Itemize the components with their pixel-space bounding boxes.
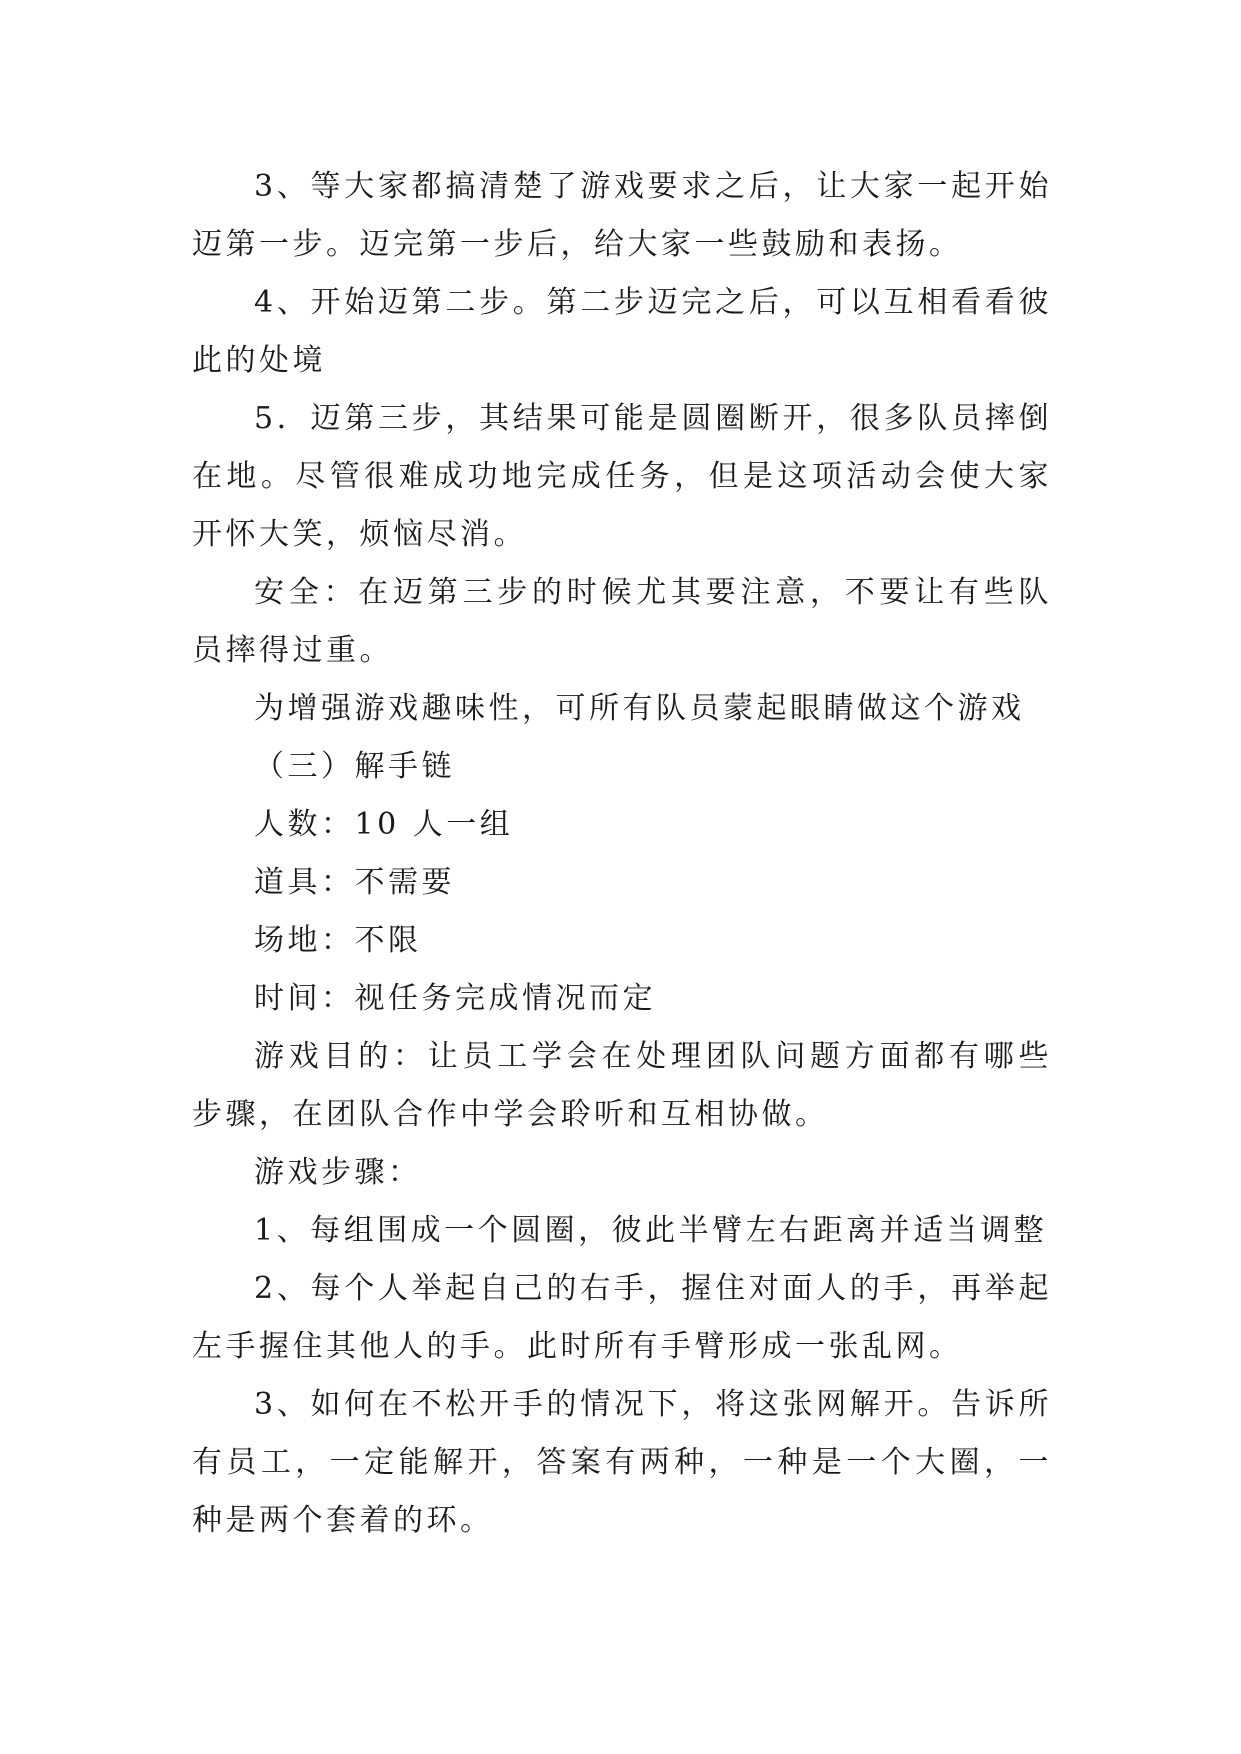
paragraph-people-count: 人数：10 人一组 (254, 807, 514, 842)
paragraph-steps-heading: 游戏步骤： (254, 1155, 422, 1190)
section-heading: （三）解手链 (254, 749, 455, 784)
document-body (192, 158, 1052, 1550)
paragraph-props: 道具：不需要 (254, 865, 455, 900)
paragraph-venue: 场地：不限 (254, 923, 422, 958)
paragraph-game-step3: 3、如何在不松开手的情况下，将这张网解开。告诉所有员工，一定能解开，答案有两种，一种是一个大圈，一种是两个套着的环。 (192, 1387, 1052, 1538)
paragraph-game-step2: 2、每个人举起自己的右手，握住对面人的手，再举起左手握住其他人的手。此时所有手臂形成一张乱网。 (192, 1271, 1052, 1364)
paragraph-safety: 安全：在迈第三步的时候尤其要注意，不要让有些队员摔得过重。 (192, 575, 1052, 668)
paragraph-step3: 3、等大家都搞清楚了游戏要求之后，让大家一起开始迈第一步。迈完第一步后，给大家一些鼓励和表扬。 (192, 169, 1052, 262)
paragraph-purpose: 游戏目的：让员工学会在处理团队问题方面都有哪些步骤，在团队合作中学会聆听和互相协做。 (192, 1039, 1052, 1132)
paragraph-step5: 5．迈第三步，其结果可能是圆圈断开，很多队员摔倒在地。尽管很难成功地完成任务，但是这项活动会使大家开怀大笑，烦恼尽消。 (192, 401, 1052, 552)
paragraph-game-step1: 1、每组围成一个圆圈，彼此半臂左右距离并适当调整 (254, 1213, 1048, 1248)
paragraph-step4: 4、开始迈第二步。第二步迈完之后，可以互相看看彼此的处境 (192, 285, 1052, 378)
paragraph-time: 时间：视任务完成情况而定 (254, 981, 656, 1016)
paragraph-fun-tip: 为增强游戏趣味性，可所有队员蒙起眼睛做这个游戏 (254, 691, 1025, 726)
